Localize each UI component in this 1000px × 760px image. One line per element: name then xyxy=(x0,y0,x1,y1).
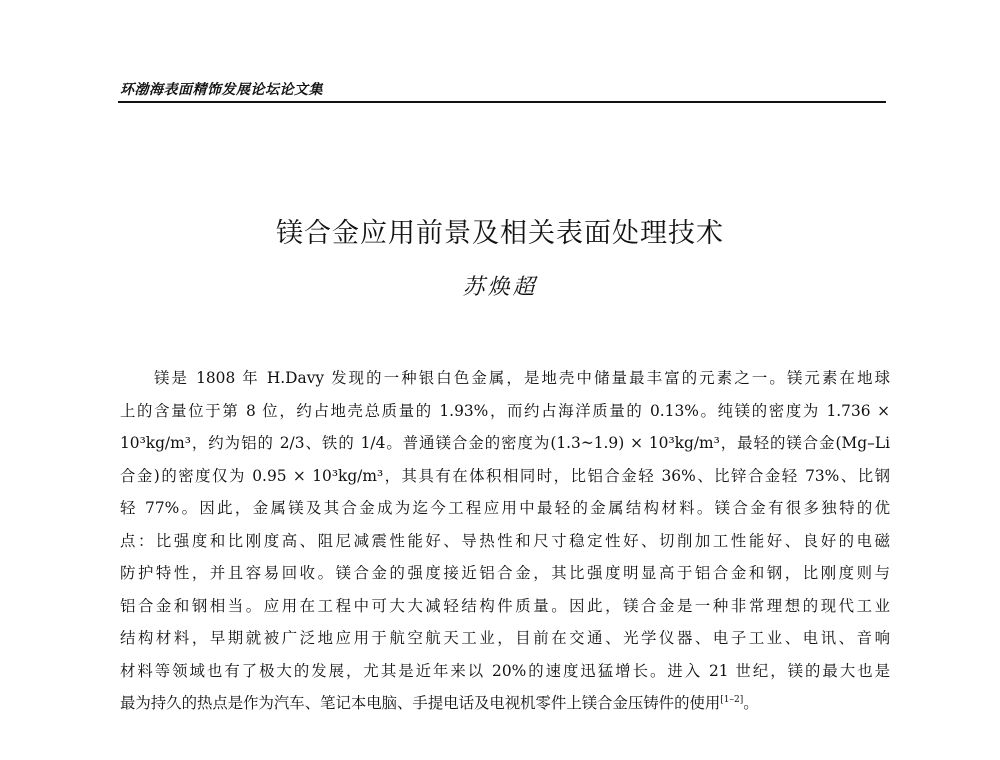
body-line: 镁是 1808 年 H.Davy 发现的一种银白色金属，是地壳中储量最丰富的元素之一。镁元素在地球 xyxy=(154,369,890,387)
running-header: 环渤海表面精饰发展论坛论文集 xyxy=(120,82,323,98)
body-line: 材料等领域也有了极大的发展，尤其是近年来以 20%的速度迅猛增长。进入 21 世纪，镁的最大也是 xyxy=(120,661,890,680)
body-paragraph xyxy=(120,362,890,720)
body-line: 点：比强度和比刚度高、阻尼减震性能好、导热性和尺寸稳定性好、切削加工性能好、良好的电磁 xyxy=(120,531,890,550)
body-line: 防护特性，并且容易回收。镁合金的强度接近铝合金，其比强度明显高于铝合金和钢，比刚度则与 xyxy=(120,564,890,582)
body-line: 铝合金和钢相当。应用在工程中可大大减轻结构件质量。因此，镁合金是一种非常理想的现代工业 xyxy=(120,596,890,615)
body-line-text: 最为持久的热点是作为汽车、笔记本电脑、手提电话及电视机零件上镁合金压铸件的使用 xyxy=(120,694,721,712)
final-punctuation: 。 xyxy=(743,694,759,712)
body-line-last xyxy=(120,687,890,720)
body-line: 10³kg/m³，约为铝的 2/3、铁的 1/4。普通镁合金的密度为(1.3~1.9) × 10³kg/m³，最轻的镁合金(Mg–Li xyxy=(120,434,890,452)
body-line: 合金)的密度仅为 0.95 × 10³kg/m³，其具有在体积相同时，比铝合金轻 36%、比锌合金轻 73%、比钢 xyxy=(120,466,890,485)
body-line: 轻 77%。因此，金属镁及其合金成为迄今工程应用中最轻的金属结构材料。镁合金有很多独特的优 xyxy=(120,499,890,517)
citation-reference[interactable]: [1–2] xyxy=(720,695,744,705)
author-name: 苏焕超 xyxy=(462,275,538,300)
body-line: 上的含量位于第 8 位，约占地壳总质量的 1.93%，而约占海洋质量的 0.13%。纯镁的密度为 1.736 × xyxy=(120,401,890,420)
body-line: 结构材料，早期就被广泛地应用于航空航天工业，目前在交通、光学仪器、电子工业、电讯、音响 xyxy=(120,629,890,647)
paper-title: 镁合金应用前景及相关表面处理技术 xyxy=(276,218,724,250)
header-rule xyxy=(118,101,886,103)
